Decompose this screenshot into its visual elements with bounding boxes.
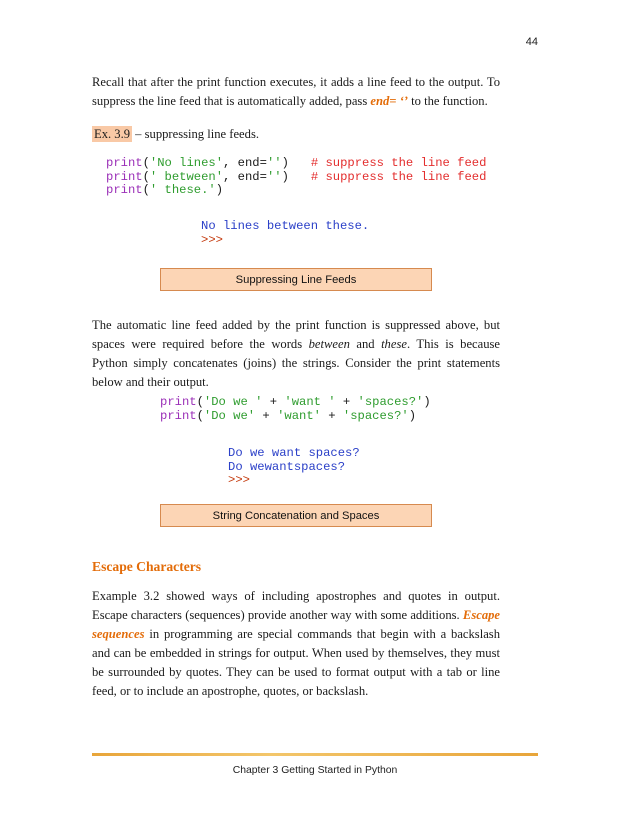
footer-divider: [92, 753, 538, 756]
page-number: 44: [525, 36, 538, 48]
example-label: Ex. 3.9: [94, 127, 131, 141]
output-block-2: [228, 447, 360, 488]
intro-text-after: to the function.: [408, 94, 488, 108]
code-line: print('Do we' + 'want' + 'spaces?'): [160, 408, 417, 423]
python-prompt: >>>: [228, 473, 250, 487]
escape-paragraph: Example 3.2 showed ways of including apostrophes and quotes in output. Escape characters (sequences) provide another way with some additions. Escape sequences in programming are special commands that begin with a backslash and can be embedded in strings for output. When used by themselves, they must be surrounded by quotes. They can be used to format output with a tab or line feed, or to include an apostrophe, quotes, or backslash.: [92, 589, 500, 698]
code-line: print(' these.'): [106, 183, 224, 197]
code-line: print('No lines', end='') # suppress the line feed: [106, 156, 487, 170]
intro-text-before: Recall that after the print function executes, it adds a line feed to the output. To suppress the line feed that is automatically added, pass: [92, 75, 500, 108]
output-line: Do wewantspaces?: [228, 459, 346, 474]
figure-caption: String Concatenation and Spaces: [160, 504, 432, 527]
code-block-1: [106, 157, 486, 198]
figure-caption: Suppressing Line Feeds: [160, 268, 432, 291]
term-escape-sequences: Escape sequences: [92, 608, 500, 641]
output-block-1: [201, 220, 369, 247]
example-heading: [92, 127, 259, 142]
output-line: No lines between these.: [201, 219, 370, 233]
end-parameter: end= ‘’: [370, 94, 408, 108]
code-line: print(' between', end='') # suppress the line feed: [106, 169, 487, 184]
output-line: Do we want spaces?: [228, 446, 360, 460]
example-title: – suppressing line feeds.: [132, 127, 259, 141]
section-heading: Escape Characters: [92, 559, 202, 574]
code-line: print('Do we ' + 'want ' + 'spaces?'): [160, 395, 431, 409]
footer-chapter-title: Chapter 3 Getting Started in Python: [232, 765, 398, 776]
intro-paragraph: [92, 73, 500, 111]
python-prompt: >>>: [201, 232, 223, 247]
emphasis-these: these: [381, 337, 407, 351]
concatenation-paragraph: The automatic line feed added by the print function is suppressed above, but spaces were required before the words between and these. This is because Python simply concatenates (joins) the strings. Consider the print statements below and their output.: [92, 318, 501, 389]
code-block-2: [160, 396, 431, 423]
emphasis-between: between: [308, 337, 350, 351]
